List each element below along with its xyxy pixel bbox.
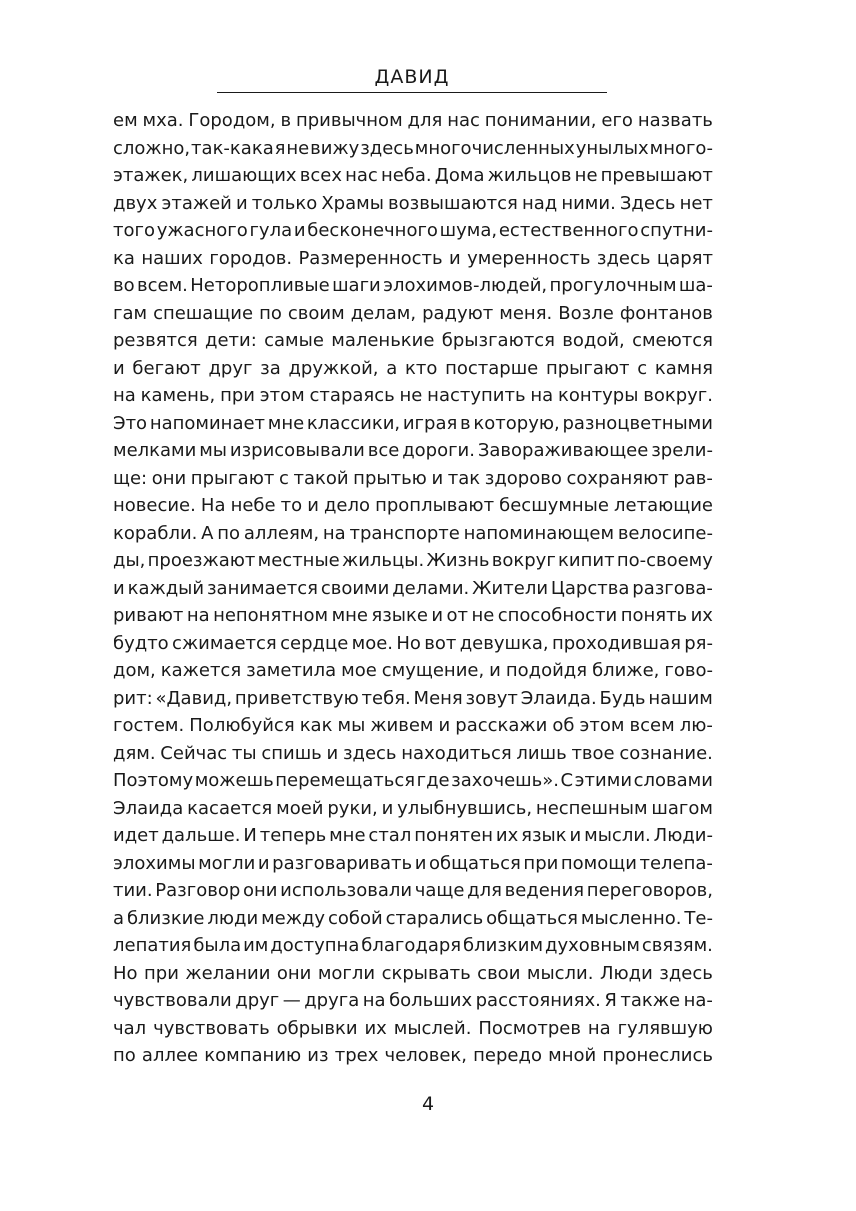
text-line: резвятся дети: самые маленькие брызгаются водой, смеются: [113, 330, 713, 351]
text-line: идет дальше. И теперь мне стал понятен их язык и мысли. Люди-: [113, 825, 713, 846]
text-line: гам спешащие по своим делам, радуют меня. Возле фонтанов: [113, 302, 713, 324]
text-line: элохимы могли и разговаривать и общаться при помощи телепа-: [113, 852, 713, 874]
text-line: ще: они прыгают с такой прытью и так здорово сохраняют рав-: [113, 467, 713, 489]
text-line: гостем. Полюбуйся как мы живем и расскажи об этом всем лю-: [113, 715, 713, 736]
text-line: того ужасного гула и бесконечного шума, естественного спутни-: [113, 220, 713, 241]
text-line: будто сжимается сердце мое. Но вот девушка, проходившая ря-: [113, 632, 713, 654]
text-line: лепатия была им доступна благодаря близким духовным связям.: [113, 935, 713, 956]
text-line: Это напоминает мне классики, играя в которую, разноцветными: [113, 412, 713, 434]
text-line: Элаида касается моей руки, и улыбнувшись, неспешным шагом: [113, 797, 713, 819]
text-line: ка наших городов. Размеренность и умеренность здесь царят: [113, 247, 713, 269]
text-line: мелками мы изрисовывали все дороги. Завораживающее зрели-: [113, 440, 713, 461]
text-line: ды, проезжают местные жильцы. Жизнь вокруг кипит по-своему: [113, 550, 713, 571]
text-line: и бегают друг за дружкой, а кто постарше прыгают с камня: [113, 357, 713, 379]
text-line: тии. Разговор они использовали чаще для ведения переговоров,: [113, 880, 713, 901]
text-line: рит: «Давид, приветствую тебя. Меня зовут Элаида. Будь нашим: [113, 687, 713, 709]
text-line: и каждый занимается своими делами. Жители Царства разгова-: [113, 577, 713, 599]
running-header-title: ДАВИД: [374, 66, 450, 88]
text-line: Но при желании они могли скрывать свои мысли. Люди здесь: [113, 962, 713, 984]
text-line: ривают на непонятном мне языке и от не способности понять их: [113, 605, 713, 626]
text-line: этажек, лишающих всех нас неба. Дома жильцов не превышают: [113, 165, 713, 186]
text-line: корабли. А по аллеям, на транспорте напоминающем велосипе-: [113, 522, 713, 544]
header-rule: [217, 92, 607, 93]
text-line: по аллее компанию из трех человек, передо мной пронеслись: [113, 1045, 713, 1066]
text-line: дом, кажется заметила мое смущение, и подойдя ближе, гово-: [113, 660, 713, 681]
text-line: двух этажей и только Храмы возвышаются над ними. Здесь нет: [113, 192, 713, 214]
page-number: 4: [421, 1093, 435, 1115]
text-line: чувствовали друг — друга на больших расстояниях. Я также на-: [113, 990, 713, 1011]
body-text: [113, 107, 713, 1070]
text-line: во всем. Неторопливые шаги элохимов-людей, прогулочным ша-: [113, 275, 713, 296]
text-line: новесие. На небе то и дело проплывают бесшумные летающие: [113, 495, 713, 516]
text-line: дям. Сейчас ты спишь и здесь находиться лишь твое сознание.: [113, 742, 713, 764]
text-line: а близкие люди между собой старались общаться мысленно. Те-: [113, 907, 713, 929]
text-line: сложно, так-кака я не вижу здесь многочисленных унылых много-: [113, 137, 713, 159]
text-line: Поэтому можешь перемещаться где захочешь». С этими словами: [113, 770, 713, 791]
text-line: на камень, при этом стараясь не наступить на контуры вокруг.: [113, 385, 713, 406]
text-line: ем мха. Городом, в привычном для нас понимании, его назвать: [113, 110, 713, 131]
text-line: чал чувствовать обрывки их мыслей. Посмотрев на гулявшую: [113, 1017, 713, 1039]
